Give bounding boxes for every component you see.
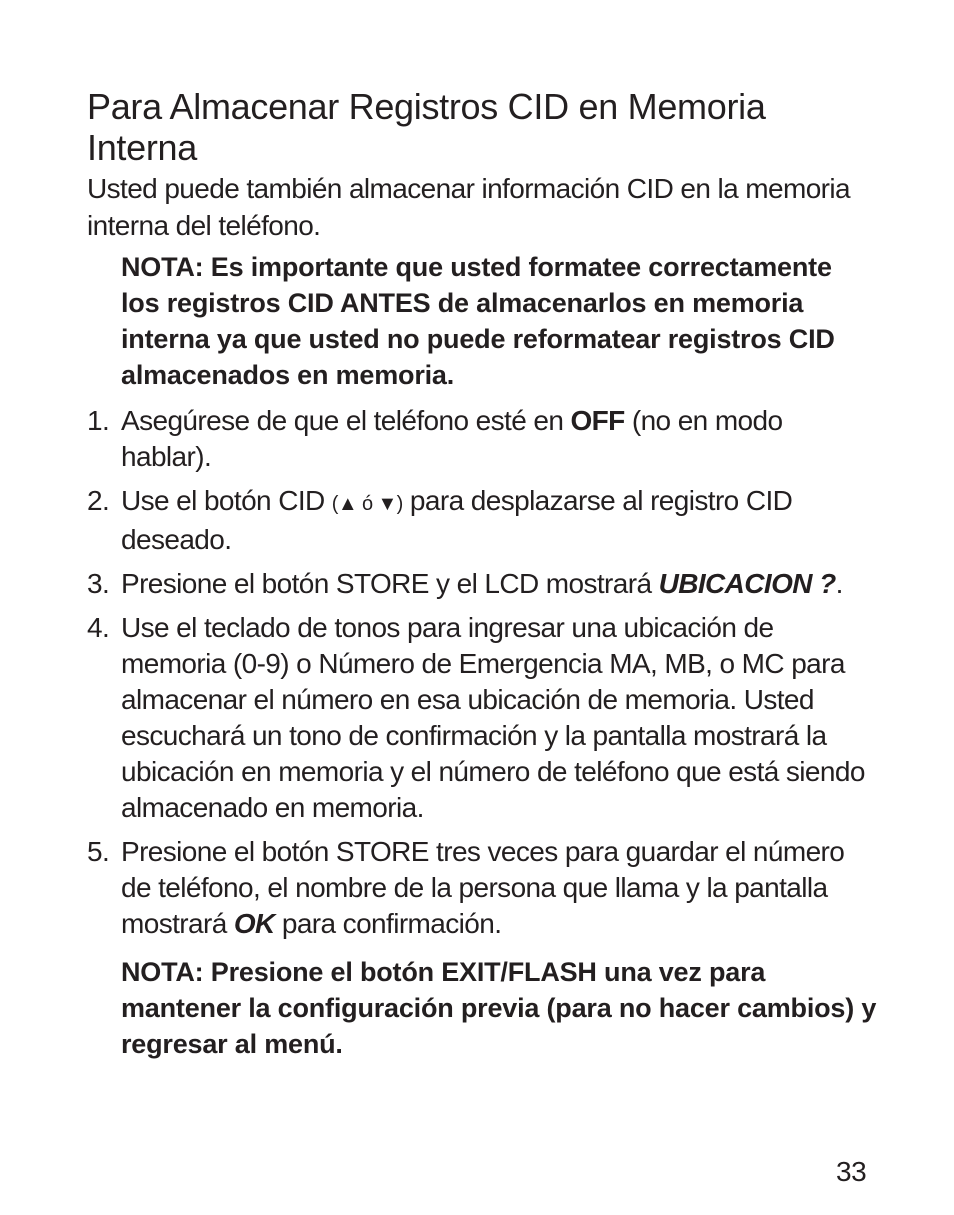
section-title: Para Almacenar Registros CID en Memoria Interna (87, 86, 766, 168)
step-3 (87, 566, 877, 602)
steps-list (87, 403, 877, 942)
intro-paragraph: Usted puede también almacenar información CID en la memoria interna del teléfono. (87, 173, 850, 241)
note-formatting-warning: NOTA: Es importante que usted formatee correctamente los registros CID ANTES de almacenarlos en memoria interna ya que usted no puede reformatear registros CID almacenados en memoria. (121, 252, 835, 390)
step-text-end: . (835, 568, 843, 599)
step-number: 4. (87, 612, 110, 643)
step-emphasis: OFF (570, 405, 625, 436)
lcd-display-text: UBICACION ? (658, 568, 836, 599)
note-exit-flash: NOTA: Presione el botón EXIT/FLASH una vez para mantener la configuración previa (para no hacer cambios) y regresar al menú. (121, 957, 877, 1059)
step-text: Use el teclado de tonos para ingresar una ubicación de memoria (0-9) o Número de Emergencia MA, MB, o MC para almacenar el número en esa ubicación de memoria. Usted escuchará un tono de confirmación y la pantalla mostrará la ubicación en memoria y el número de teléfono que está siendo almacenado en memoria. (121, 612, 865, 823)
step-text: Use el botón CID (121, 485, 332, 516)
step-number: 1. (87, 405, 110, 436)
step-text-end: (no en modo hablar). (121, 405, 783, 472)
step-text: Presione el botón STORE y el LCD mostrará (121, 568, 659, 599)
step-text: Asegúrese de que el teléfono esté en (121, 405, 571, 436)
step-4 (87, 610, 877, 826)
step-1 (87, 403, 877, 475)
step-text-end: para desplazarse al registro CID deseado. (121, 485, 793, 555)
step-5 (87, 834, 877, 942)
step-text-end: para confirmación. (274, 908, 502, 939)
step-number: 5. (87, 836, 110, 867)
step-number: 3. (87, 568, 110, 599)
step-number: 2. (87, 485, 110, 516)
step-text: Presione el botón STORE tres veces para guardar el número de teléfono, el nombre de la persona que llama y la pantalla mostrará (121, 836, 845, 939)
lcd-display-text: OK (233, 908, 275, 939)
manual-page (87, 86, 877, 1062)
step-2 (87, 483, 877, 558)
page-number: 33 (836, 1156, 867, 1187)
cid-arrow-keys: (▲ ó ▼) (331, 493, 403, 515)
